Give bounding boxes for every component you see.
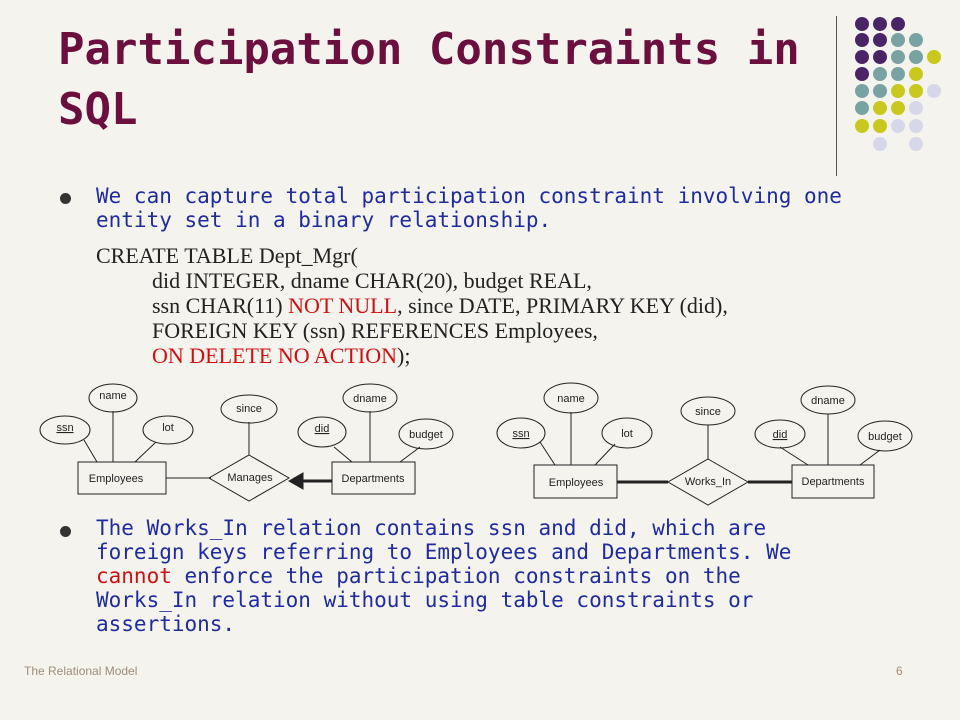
slide-title: Participation Constraints in SQL [58, 24, 800, 135]
bullet-2-emphasis: cannot [96, 564, 172, 588]
sql-line-5-end: ); [397, 343, 411, 368]
sql-line-4: FOREIGN KEY (ssn) REFERENCES Employees, [152, 318, 598, 343]
label-employees-2: Employees [548, 477, 604, 489]
label-lot: lot [162, 422, 174, 434]
label-budget-2: budget [868, 431, 902, 443]
bullet-2-text-end: enforce the participation constraints on the Works_In relation without using table constraints or assertions. [96, 564, 754, 636]
sql-line-1: CREATE TABLE Dept_Mgr( [96, 243, 358, 268]
label-departments-2: Departments [801, 476, 865, 488]
label-manages: Manages [227, 472, 273, 484]
label-lot-2: lot [621, 428, 633, 440]
label-dname: dname [353, 393, 387, 405]
sql-line-3-end: , since DATE, PRIMARY KEY (did), [397, 293, 728, 318]
label-since-2: since [695, 406, 721, 418]
sql-on-delete: ON DELETE NO ACTION [152, 343, 398, 368]
bullet-2-marker [60, 526, 71, 537]
label-ssn: ssn [56, 422, 74, 434]
label-departments: Departments [341, 473, 405, 485]
label-works-in: Works_In [684, 476, 732, 488]
label-did: did [314, 423, 330, 435]
bullet-2-text [96, 516, 836, 636]
sql-line-2: did INTEGER, dname CHAR(20), budget REAL, [152, 268, 592, 293]
sql-line-3-start: ssn CHAR(11) [152, 293, 289, 318]
label-name: name [99, 390, 127, 402]
label-budget: budget [409, 429, 443, 441]
bullet-2-text-start: The Works_In relation contains ssn and did, which are foreign keys referring to Employees and Departments. We [96, 516, 792, 564]
label-ssn-2: ssn [512, 428, 530, 440]
page-number: 6 [896, 664, 903, 678]
label-name-2: name [557, 393, 585, 405]
bullet-1-text: We can capture total participation constraint involving one entity set in a binary relationship. [96, 184, 842, 232]
label-dname-2: dname [811, 395, 845, 407]
footer-title: The Relational Model [24, 664, 138, 678]
label-did-2: did [772, 429, 788, 441]
sql-not-null: NOT NULL [288, 293, 398, 318]
label-employees: Employees [88, 473, 144, 485]
label-since: since [236, 403, 262, 415]
